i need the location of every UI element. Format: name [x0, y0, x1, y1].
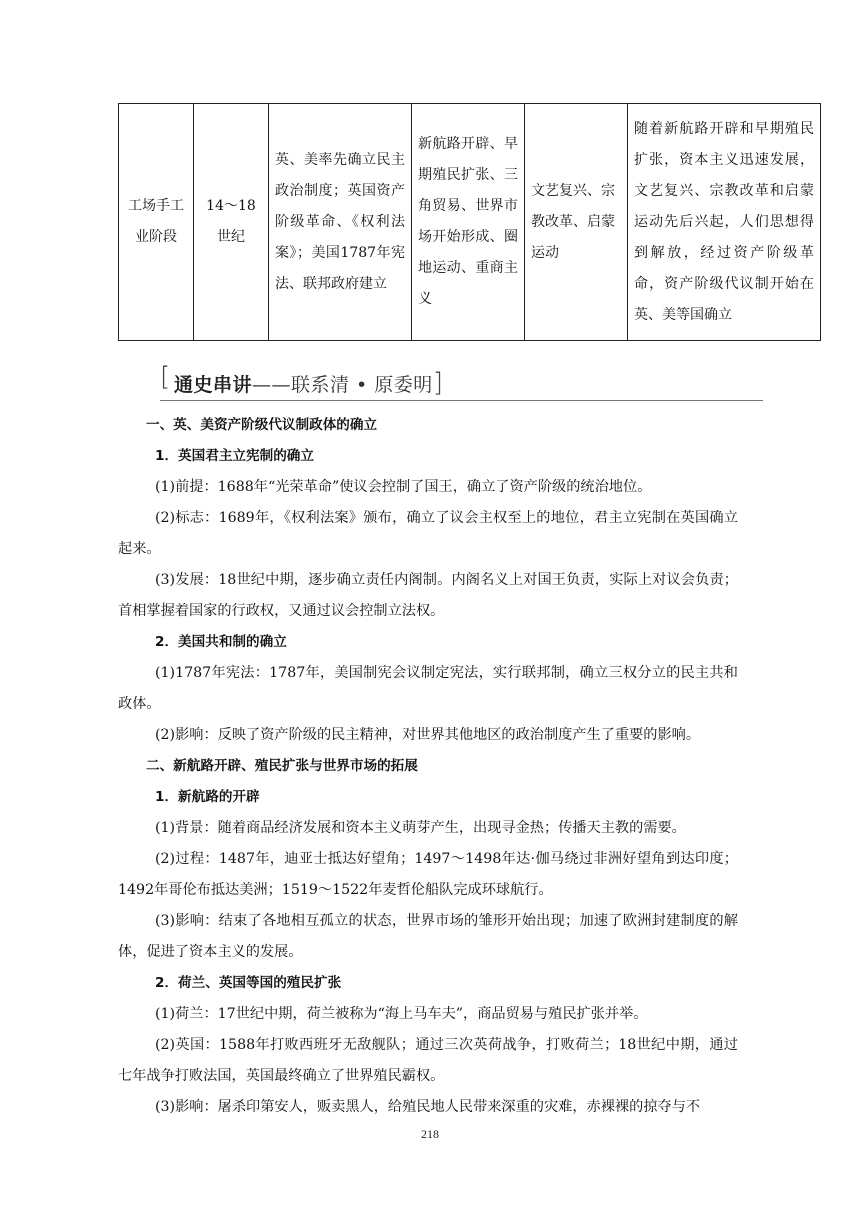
- culture-cell: 文艺复兴、宗教改革、启蒙运动: [525, 104, 628, 341]
- heading-2: 1．新航路的开辟: [155, 789, 260, 805]
- paragraph: (3)影响：屠杀印第安人，贩卖黑人，给殖民地人民带来深重的灾难，赤裸裸的掠夺与不: [155, 1099, 701, 1115]
- heading-1: 二、新航路开辟、殖民扩张与世界市场的拓展: [146, 758, 418, 774]
- paragraph: (3)发展：18世纪中期，逐步确立责任内阁制。内阁名义上对国王负责，实际上对议会负责；首相掌握着国家的行政权，又通过议会控制立法权。: [118, 572, 738, 619]
- main-content: [118, 410, 738, 1123]
- paragraph: (1)1787年宪法：1787年，美国制宪会议制定宪法，实行联邦制，确立三权分立的民主共和政体。: [118, 665, 738, 712]
- section-header: [160, 362, 763, 401]
- section-title-main: 通史串讲: [174, 374, 253, 396]
- heading-2: 1．英国君主立宪制的确立: [155, 448, 314, 464]
- section-subtitle: 联系清 • 原委明: [291, 374, 433, 396]
- paragraph: (3)影响：结束了各地相互孤立的状态，世界市场的雏形开始出现；加速了欧洲封建制度的解体，促进了资本主义的发展。: [118, 913, 738, 960]
- heading-2: 2．美国共和制的确立: [155, 634, 287, 650]
- paragraph: (1)荷兰：17世纪中期，荷兰被称为“海上马车夫”，商品贸易与殖民扩张并举。: [155, 1006, 648, 1022]
- paragraph: (2)英国：1588年打败西班牙无敌舰队；通过三次英荷战争，打败荷兰；18世纪中期，通过七年战争打败法国，英国最终确立了世界殖民霸权。: [118, 1037, 738, 1084]
- section-title-dash: ——: [252, 374, 292, 396]
- page-number: 218: [421, 1127, 439, 1141]
- politics-cell: 英、美率先确立民主政治制度；英国资产阶级革命、《权利法案》；美国1787年宪法、联邦政府建立: [269, 104, 412, 341]
- paragraph: (2)影响：反映了资产阶级的民主精神，对世界其他地区的政治制度产生了重要的影响。: [155, 727, 701, 743]
- heading-1: 一、英、美资产阶级代议制政体的确立: [146, 417, 378, 433]
- paragraph: (1)背景：随着商品经济发展和资本主义萌芽产生，出现寻金热；传播天主教的需要。: [155, 820, 686, 836]
- open-bracket: [: [160, 362, 171, 392]
- table-row: [119, 104, 821, 341]
- paragraph: (1)前提：1688年“光荣革命”使议会控制了国王，确立了资产阶级的统治地位。: [155, 479, 652, 495]
- period-cell: 14～18世纪: [194, 104, 269, 341]
- history-stage-table: [118, 103, 821, 341]
- economy-cell: 新航路开辟、早期殖民扩张、三角贸易、世界市场开始形成、圈地运动、重商主义: [412, 104, 525, 341]
- summary-cell: 随着新航路开辟和早期殖民扩张，资本主义迅速发展，文艺复兴、宗教改革和启蒙运动先后兴起，人们思想得到解放，经过资产阶级革命，资产阶级代议制开始在英、美等国确立: [628, 104, 821, 341]
- paragraph: (2)过程：1487年，迪亚士抵达好望角；1497～1498年达·伽马绕过非洲好望角到达印度；1492年哥伦布抵达美洲；1519～1522年麦哲伦船队完成环球航行。: [118, 851, 738, 898]
- heading-2: 2．荷兰、英国等国的殖民扩张: [155, 975, 342, 991]
- stage-cell: 工场手工业阶段: [119, 104, 194, 341]
- paragraph: (2)标志：1689年，《权利法案》颁布，确立了议会主权至上的地位，君主立宪制在英国确立起来。: [118, 510, 738, 557]
- close-bracket: ]: [432, 368, 444, 398]
- section-title: [174, 368, 443, 398]
